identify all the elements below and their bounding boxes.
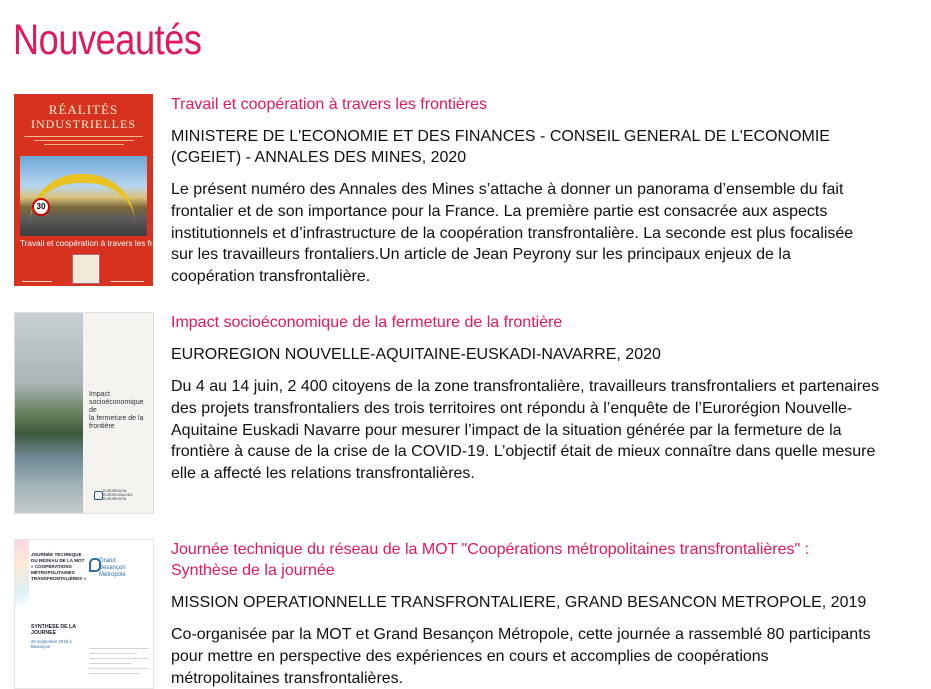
cover-decoration <box>15 540 29 606</box>
logo-line: EUROREGION <box>103 489 127 493</box>
cover-title <box>31 552 93 582</box>
toc-line <box>89 648 149 649</box>
item-text <box>171 539 931 689</box>
item-publisher-full <box>0 0 1 1</box>
item-description <box>171 376 931 485</box>
logo-line: Besançon <box>99 565 126 571</box>
item-title-link[interactable]: Impact socioéconomique de la fermeture de la frontière <box>171 314 563 331</box>
description-line: des projets transfrontaliers des trois territoires ont répondu à l’enquête de l’Eurorégion Nouvelle- <box>171 399 853 417</box>
description-line: frontière à cause de la crise de la COVID-19. L’objectif était de mieux connaître dans quelle mesure <box>171 443 876 461</box>
item-description <box>171 179 931 288</box>
description-line: sur les travailleurs frontaliers.Un article de Jean Peyrony sur les principaux enjeux de la <box>171 246 791 264</box>
speed-sign-icon: 30 <box>32 198 50 216</box>
title-line: Synthèse de la journée <box>171 562 335 579</box>
date-line: 20 septembre 2019 à <box>31 639 72 644</box>
cover-photo <box>15 313 83 513</box>
cover-inset-book <box>72 254 100 284</box>
cover-title-line: la fermeture de la <box>89 415 144 422</box>
publication-item <box>14 312 926 517</box>
cover-divider <box>44 144 124 145</box>
cover-title-line: frontière <box>89 423 115 430</box>
item-title-link[interactable]: Travail et coopération à travers les frontières <box>171 96 487 113</box>
item-publisher <box>171 126 931 168</box>
item-publisher: EUROREGION NOUVELLE-AQUITAINE-EUSKADI-NAVARRE, 2020 <box>171 346 661 363</box>
description-line: Aquitaine Euskadi Navarre pour mesurer l’impact de la situation générée par la fermeture de la <box>171 421 842 439</box>
cover-title-line: Impact <box>89 391 111 398</box>
cover-footer-line <box>22 281 52 282</box>
toc-line <box>89 658 149 659</box>
date-line: Besançon <box>31 644 51 650</box>
cover-title-line: DU RÉSEAU DE LA MOT <box>31 558 85 563</box>
cover-band-title: Travail et coopération à travers les frontières <box>20 239 182 248</box>
description-line: pour mettre en perspective des expériences en cours et accomplies de coopérations <box>171 647 769 665</box>
cover-journal-name: INDUSTRIELLES <box>31 117 136 131</box>
besancon-logo <box>99 558 126 579</box>
synthesis-line: JOURNEE <box>31 630 57 637</box>
item-title-link[interactable] <box>171 539 931 581</box>
cover-divider <box>34 140 134 141</box>
toc-line <box>89 673 140 674</box>
publication-item <box>14 94 926 289</box>
publisher-line: (CGEIET) - ANNALES DES MINES, 2020 <box>171 149 467 166</box>
cover-title <box>89 391 151 431</box>
cover-title-line: JOURNÉE TECHNIQUE <box>31 552 82 557</box>
item-text <box>171 312 931 485</box>
description-line: frontalier et de son importance pour la France. La première partie est consacrée aux aspects <box>171 202 828 220</box>
description-line: métropolitaines transfrontalières. <box>171 669 404 687</box>
description-line: institutionnels et d’infrastructure de la coopération transfrontalière. La seconde est plus focalisée <box>171 224 854 242</box>
euroregion-logo-icon <box>94 491 103 500</box>
logo-line: EUROREGIÓN <box>103 497 127 501</box>
euroregion-logo <box>103 489 149 503</box>
synthesis-line: SYNTHESE DE LA <box>31 624 76 630</box>
description-line: Du 4 au 14 juin, 2 400 citoyens de la zone transfrontalière, travailleurs transfrontaliers et partenaires <box>171 378 879 395</box>
cover-thumbnail[interactable] <box>14 539 154 689</box>
logo-line: EUROEGIOALDEA <box>103 493 133 497</box>
description-line: elle a affecté les relations transfrontalières. <box>171 465 475 483</box>
toc-line <box>89 653 137 654</box>
item-text <box>171 94 931 288</box>
logo-line: Grand <box>99 558 116 564</box>
page-title: Nouveautés <box>13 16 202 64</box>
besancon-logo-icon <box>89 558 101 572</box>
cover-divider <box>24 136 143 137</box>
cover-title-line: « COOPÉRATIONS <box>31 564 72 569</box>
title-line: Journée technique du réseau de la MOT "Coopérations métropolitaines transfrontalières" : <box>171 541 810 558</box>
cover-title-line: MÉTROPOLITAINES <box>31 570 75 575</box>
cover-photo <box>20 156 147 236</box>
cover-synthesis-label <box>31 624 76 637</box>
cover-title-line: socioéconomique de <box>89 399 144 414</box>
cover-footer-line <box>110 281 144 282</box>
description-line: Le présent numéro des Annales des Mines s’attache à donner un panorama d’ensemble du fait <box>171 181 844 198</box>
cover-thumbnail[interactable] <box>14 94 182 286</box>
publication-item <box>14 539 926 687</box>
description-line: coopération transfrontalière. <box>171 268 371 286</box>
toc-line <box>89 663 131 664</box>
item-publisher: MISSION OPERATIONNELLE TRANSFRONTALIERE, GRAND BESANCON METROPOLE, 2019 <box>171 594 867 611</box>
item-description <box>171 624 931 689</box>
cover-title-line: TRANSFRONTALIÈRES » <box>31 576 87 581</box>
description-line: Co-organisée par la MOT et Grand Besançon Métropole, cette journée a rassemblé 80 participants <box>171 626 871 643</box>
toc-line <box>89 668 149 669</box>
cover-date <box>31 639 72 649</box>
logo-line: Métropole <box>99 572 126 578</box>
cover-thumbnail[interactable] <box>14 312 154 514</box>
cover-journal-name: RÉALITÉS <box>48 102 119 117</box>
publisher-line: MINISTERE DE L'ECONOMIE ET DES FINANCES - CONSEIL GENERAL DE L'ECONOMIE <box>171 128 830 145</box>
cover-table-of-contents <box>89 648 149 678</box>
